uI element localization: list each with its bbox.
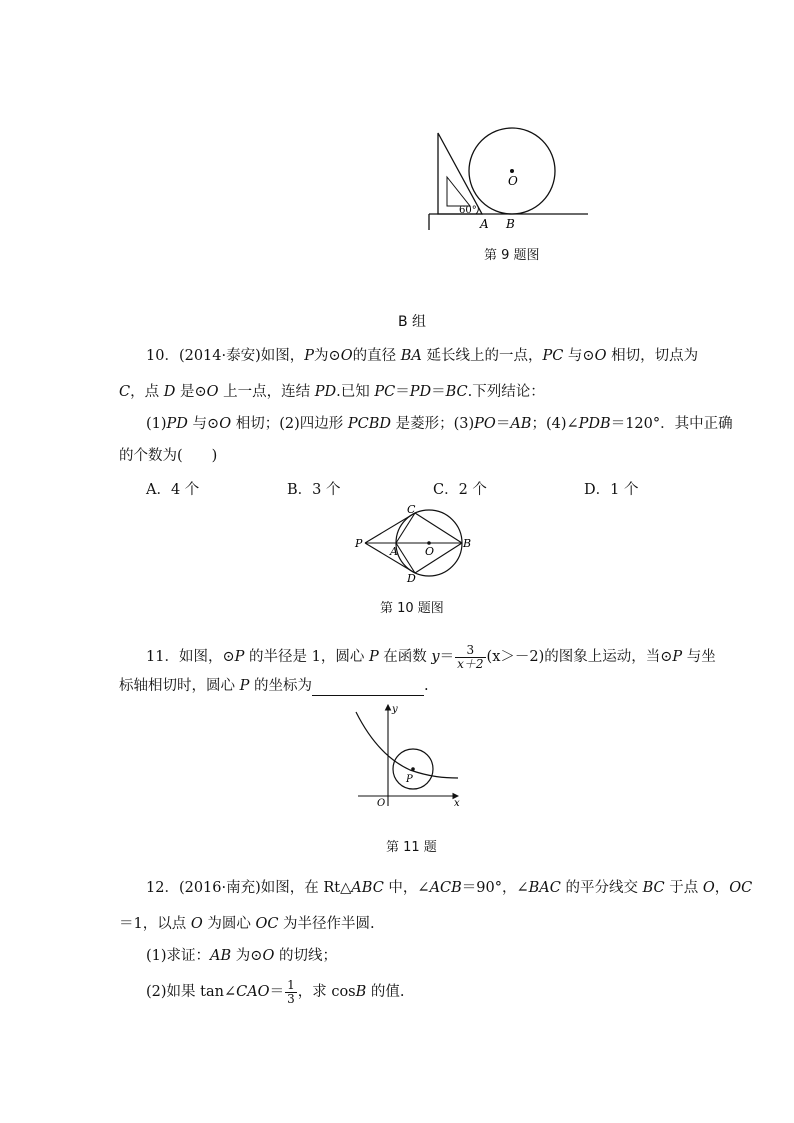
figure-9-caption: 第 9 题图 (484, 248, 540, 263)
q10-line-4: 的个数为( ) (119, 448, 218, 464)
figure-10 (352, 500, 482, 585)
label-P: P (355, 537, 363, 550)
q11-line-2: 标轴相切时，圆心 P 的坐标为 . (119, 678, 429, 694)
q10-line-1: 10．(2014·泰安)如图，P为⊙O的直径 BA 延长线上的一点，PC 与⊙O 相切，切点为 (146, 348, 699, 364)
label-O: O (377, 798, 386, 809)
label-A: A (390, 545, 398, 558)
figure-9 (420, 120, 600, 235)
label-A: A (480, 217, 489, 231)
q10-option-c: C．2 个 (433, 482, 487, 498)
group-title: B 组 (398, 314, 427, 330)
q10-option-a: A．4 个 (146, 482, 200, 498)
q12-line-1: 12．(2016·南充)如图，在 Rt△ABC 中，∠ACB＝90°，∠BAC 的平分线交 BC 于点 O，OC (146, 880, 753, 896)
q11-line-1: 11．如图，⊙P 的半径是 1，圆心 P 在函数 y＝ $\frac{3}{x+2}$ (x＞－2)的图象上运动，当⊙P 与坐 (146, 642, 716, 671)
label-y: y (392, 704, 398, 715)
figure-11 (350, 700, 470, 810)
label-O: O (425, 545, 435, 558)
q12-line-3: (1)求证：AB 为⊙O 的切线； (146, 948, 337, 964)
q10-option-d: D．1 个 (584, 482, 639, 498)
figure-11-caption: 第 11 题 (386, 840, 437, 855)
q10-line-3: (1)PD 与⊙O 相切；(2)四边形 PCBD 是菱形；(3)PO＝AB；(4)∠PDB＝120°．其中正确 (146, 416, 733, 432)
label-B: B (506, 217, 515, 231)
label-angle: 60° (459, 205, 477, 216)
q12-fraction: $\frac{1}{3}$ (287, 977, 295, 1006)
answer-blank (312, 681, 424, 696)
figure-9-diagram (420, 120, 600, 235)
q10-option-b: B．3 个 (287, 482, 341, 498)
figure-11-diagram (350, 700, 470, 810)
label-O: O (508, 174, 518, 188)
q10-line-2: C，点 D 是⊙O 上一点，连结 PD.已知 PC＝PD＝BC.下列结论： (119, 384, 545, 400)
figure-10-diagram (352, 500, 482, 585)
label-x: x (454, 798, 460, 809)
q12-line-4: (2)如果 tan∠CAO＝ $\frac{1}{3}$ ，求 cosB 的值. (146, 977, 405, 1006)
label-P: P (406, 774, 413, 785)
q12-line-2: ＝1，以点 O 为圆心 OC 为半径作半圆. (119, 916, 375, 932)
figure-10-caption: 第 10 题图 (380, 601, 444, 616)
label-D: D (407, 572, 416, 585)
label-B: B (463, 537, 472, 550)
label-C: C (407, 503, 416, 516)
q11-fraction: $\frac{3}{x+2}$ (457, 642, 484, 671)
